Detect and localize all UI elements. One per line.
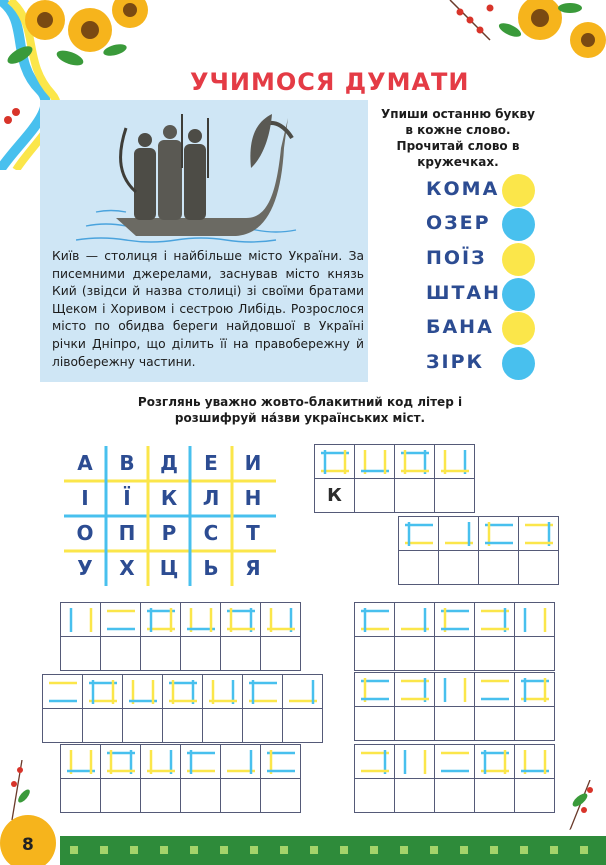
code-cell	[261, 603, 301, 637]
code-glyph	[207, 679, 239, 705]
embroidery-border	[60, 828, 606, 865]
answer-cell[interactable]	[261, 637, 301, 671]
code-cell	[101, 745, 141, 779]
code-glyph	[145, 749, 177, 775]
answer-cell[interactable]	[355, 637, 395, 671]
word-text: БАНА	[426, 316, 494, 338]
code-cell	[475, 603, 515, 637]
answer-cell[interactable]	[475, 779, 515, 813]
code-cell	[355, 603, 395, 637]
word-row[interactable]	[420, 243, 540, 277]
code-cell	[435, 673, 475, 707]
answer-circle[interactable]	[502, 347, 535, 380]
answer-cell[interactable]	[475, 637, 515, 671]
code-glyph	[47, 679, 79, 705]
code-cell	[261, 745, 301, 779]
code-glyph	[403, 521, 435, 547]
code-cell	[515, 745, 555, 779]
word-row[interactable]	[420, 312, 540, 346]
code-cell	[395, 603, 435, 637]
answer-cell[interactable]	[395, 707, 435, 741]
answer-cell[interactable]: К	[315, 479, 355, 513]
city-puzzle	[60, 602, 301, 671]
answer-cell[interactable]	[515, 637, 555, 671]
word-text: ОЗЕР	[426, 212, 491, 234]
code-glyph	[439, 677, 471, 703]
answer-cell[interactable]	[181, 779, 221, 813]
answer-cell[interactable]	[355, 779, 395, 813]
code-cell	[283, 675, 323, 709]
bottom-right-decoration	[560, 780, 606, 830]
word-row[interactable]	[420, 208, 540, 242]
code-glyph	[185, 607, 217, 633]
key-letter: Д	[160, 451, 178, 475]
code-glyph	[399, 749, 431, 775]
task1-instruction: Упиши останню букву в кожне слово. Прочитай слово в кружечках.	[381, 107, 535, 169]
code-glyph	[359, 677, 391, 703]
code-cell	[395, 673, 435, 707]
code-glyph	[439, 449, 471, 475]
code-cell	[221, 603, 261, 637]
code-glyph	[105, 749, 137, 775]
answer-cell[interactable]	[515, 707, 555, 741]
answer-cell[interactable]	[61, 779, 101, 813]
code-glyph	[479, 607, 511, 633]
code-glyph	[127, 679, 159, 705]
answer-cell[interactable]	[479, 551, 519, 585]
answer-cell[interactable]	[399, 551, 439, 585]
code-glyph	[145, 607, 177, 633]
city-puzzle	[42, 674, 323, 743]
code-cell	[475, 745, 515, 779]
code-cell	[203, 675, 243, 709]
key-letter: Ь	[203, 556, 219, 580]
answer-cell[interactable]	[395, 479, 435, 513]
code-cell	[181, 603, 221, 637]
answer-cell[interactable]	[243, 709, 283, 743]
task2-instruction: Розглянь уважно жовто-блакитний код літер і розшифруй на́зви українських міст.	[137, 395, 463, 425]
key-letter: Ц	[159, 556, 179, 580]
answer-cell[interactable]	[395, 637, 435, 671]
code-glyph	[225, 749, 257, 775]
code-cell	[221, 745, 261, 779]
code-glyph	[265, 607, 297, 633]
code-cell	[395, 745, 435, 779]
key-letter: Л	[202, 486, 220, 510]
page-number-badge	[0, 815, 56, 865]
code-cell	[101, 603, 141, 637]
key-letter: К	[160, 486, 178, 510]
answer-cell[interactable]	[221, 637, 261, 671]
answer-cell[interactable]	[203, 709, 243, 743]
code-cell	[355, 445, 395, 479]
code-glyph	[519, 607, 551, 633]
code-cell	[435, 445, 475, 479]
code-glyph	[87, 679, 119, 705]
code-glyph	[443, 521, 475, 547]
code-cell	[479, 517, 519, 551]
answer-circle[interactable]	[502, 174, 535, 207]
word-row[interactable]	[420, 174, 540, 208]
code-cell	[399, 517, 439, 551]
code-glyph	[479, 749, 511, 775]
answer-cell[interactable]	[519, 551, 559, 585]
city-puzzle	[354, 744, 555, 813]
city-puzzle	[60, 744, 301, 813]
answer-cell[interactable]	[395, 779, 435, 813]
code-glyph	[105, 607, 137, 633]
code-glyph	[287, 679, 319, 705]
code-glyph	[247, 679, 279, 705]
top-right-decoration	[430, 0, 606, 70]
code-glyph	[399, 449, 431, 475]
key-letter: Ї	[123, 486, 131, 510]
code-glyph	[185, 749, 217, 775]
key-letter: І	[81, 486, 89, 510]
answer-circle[interactable]	[502, 208, 535, 241]
code-glyph	[399, 607, 431, 633]
code-glyph	[359, 449, 391, 475]
code-cell	[181, 745, 221, 779]
code-glyph	[359, 749, 391, 775]
answer-cell[interactable]	[43, 709, 83, 743]
page-title: УЧИМОСЯ ДУМАТИ	[190, 68, 470, 96]
code-cell	[123, 675, 163, 709]
code-glyph	[399, 677, 431, 703]
answer-cell[interactable]	[141, 637, 181, 671]
answer-cell[interactable]	[475, 707, 515, 741]
key-letter: Р	[161, 521, 177, 545]
code-cell	[435, 745, 475, 779]
key-letter: У	[77, 556, 93, 580]
answer-cell[interactable]	[261, 779, 301, 813]
code-cell	[519, 517, 559, 551]
key-letter: Е	[204, 451, 218, 475]
code-cell	[243, 675, 283, 709]
answer-cell[interactable]	[163, 709, 203, 743]
code-cell	[355, 673, 395, 707]
code-cell	[355, 745, 395, 779]
key-letter: С	[203, 521, 219, 545]
code-glyph	[167, 679, 199, 705]
code-cell	[83, 675, 123, 709]
answer-cell[interactable]	[439, 551, 479, 585]
answer-cell[interactable]	[123, 709, 163, 743]
answer-cell[interactable]	[101, 779, 141, 813]
word-text: ПОЇЗ	[426, 247, 487, 269]
code-cell	[515, 673, 555, 707]
answer-cell[interactable]	[355, 479, 395, 513]
answer-cell[interactable]	[61, 637, 101, 671]
answer-cell[interactable]	[101, 637, 141, 671]
code-cell	[515, 603, 555, 637]
code-cell	[61, 745, 101, 779]
answer-cell[interactable]	[515, 779, 555, 813]
key-letter: О	[76, 521, 94, 545]
kyiv-info-text: Київ — столиця і найбільше місто України. За писемними джерелами, заснував місто князь Кий (звідси й назва столиці) зі своїми братами Щеком і Хоривом і сестрою Либідь. Розрослося місто по обидва береги найдовшої в Україні річки Дніпро, що ділить її на правобережну й лівобережну частини.	[52, 249, 364, 369]
code-glyph	[523, 521, 555, 547]
answer-cell[interactable]	[283, 709, 323, 743]
key-letter: А	[77, 451, 93, 475]
code-glyph	[65, 749, 97, 775]
code-cell	[61, 603, 101, 637]
answer-circle[interactable]	[502, 243, 535, 276]
key-letter: В	[119, 451, 135, 475]
code-cell	[141, 603, 181, 637]
word-text: КОМА	[426, 178, 500, 200]
code-glyph	[439, 749, 471, 775]
city-puzzle	[354, 602, 555, 671]
code-cell	[435, 603, 475, 637]
code-cell	[439, 517, 479, 551]
answer-cell[interactable]	[221, 779, 261, 813]
code-cell	[141, 745, 181, 779]
city-puzzle	[314, 444, 475, 513]
key-letter: И	[244, 451, 262, 475]
answer-cell[interactable]	[435, 637, 475, 671]
code-glyph	[479, 677, 511, 703]
key-letter: Т	[246, 521, 260, 545]
code-glyph	[519, 749, 551, 775]
city-puzzle	[354, 672, 555, 741]
code-glyph	[483, 521, 515, 547]
answer-cell[interactable]	[435, 707, 475, 741]
answer-circle[interactable]	[502, 312, 535, 345]
code-glyph	[439, 607, 471, 633]
code-glyph	[225, 607, 257, 633]
code-cell	[43, 675, 83, 709]
answer-cell[interactable]	[435, 479, 475, 513]
answer-cell[interactable]	[141, 779, 181, 813]
key-letter: П	[118, 521, 136, 545]
key-letter: Я	[245, 556, 261, 580]
word-row[interactable]	[420, 347, 540, 381]
kyiv-founders-monument-illustration	[76, 108, 306, 248]
answer-cell[interactable]	[355, 707, 395, 741]
word-text: ЗІРК	[426, 351, 485, 373]
answer-circle[interactable]	[502, 278, 535, 311]
key-letter: Н	[244, 486, 262, 510]
code-glyph	[265, 749, 297, 775]
code-glyph	[359, 607, 391, 633]
code-cell	[475, 673, 515, 707]
code-cell	[163, 675, 203, 709]
answer-cell[interactable]	[181, 637, 221, 671]
code-cell	[315, 445, 355, 479]
code-cell	[395, 445, 435, 479]
word-text: ШТАН	[426, 282, 502, 304]
city-puzzle	[398, 516, 559, 585]
code-glyph	[519, 677, 551, 703]
code-glyph	[65, 607, 97, 633]
word-row[interactable]	[420, 278, 540, 312]
letter-code-key	[64, 446, 276, 586]
key-letter: Х	[119, 556, 135, 580]
bottom-left-decoration	[0, 760, 40, 820]
answer-cell[interactable]	[83, 709, 123, 743]
page-number: 8	[22, 835, 34, 855]
answer-cell[interactable]	[435, 779, 475, 813]
code-glyph	[319, 449, 351, 475]
